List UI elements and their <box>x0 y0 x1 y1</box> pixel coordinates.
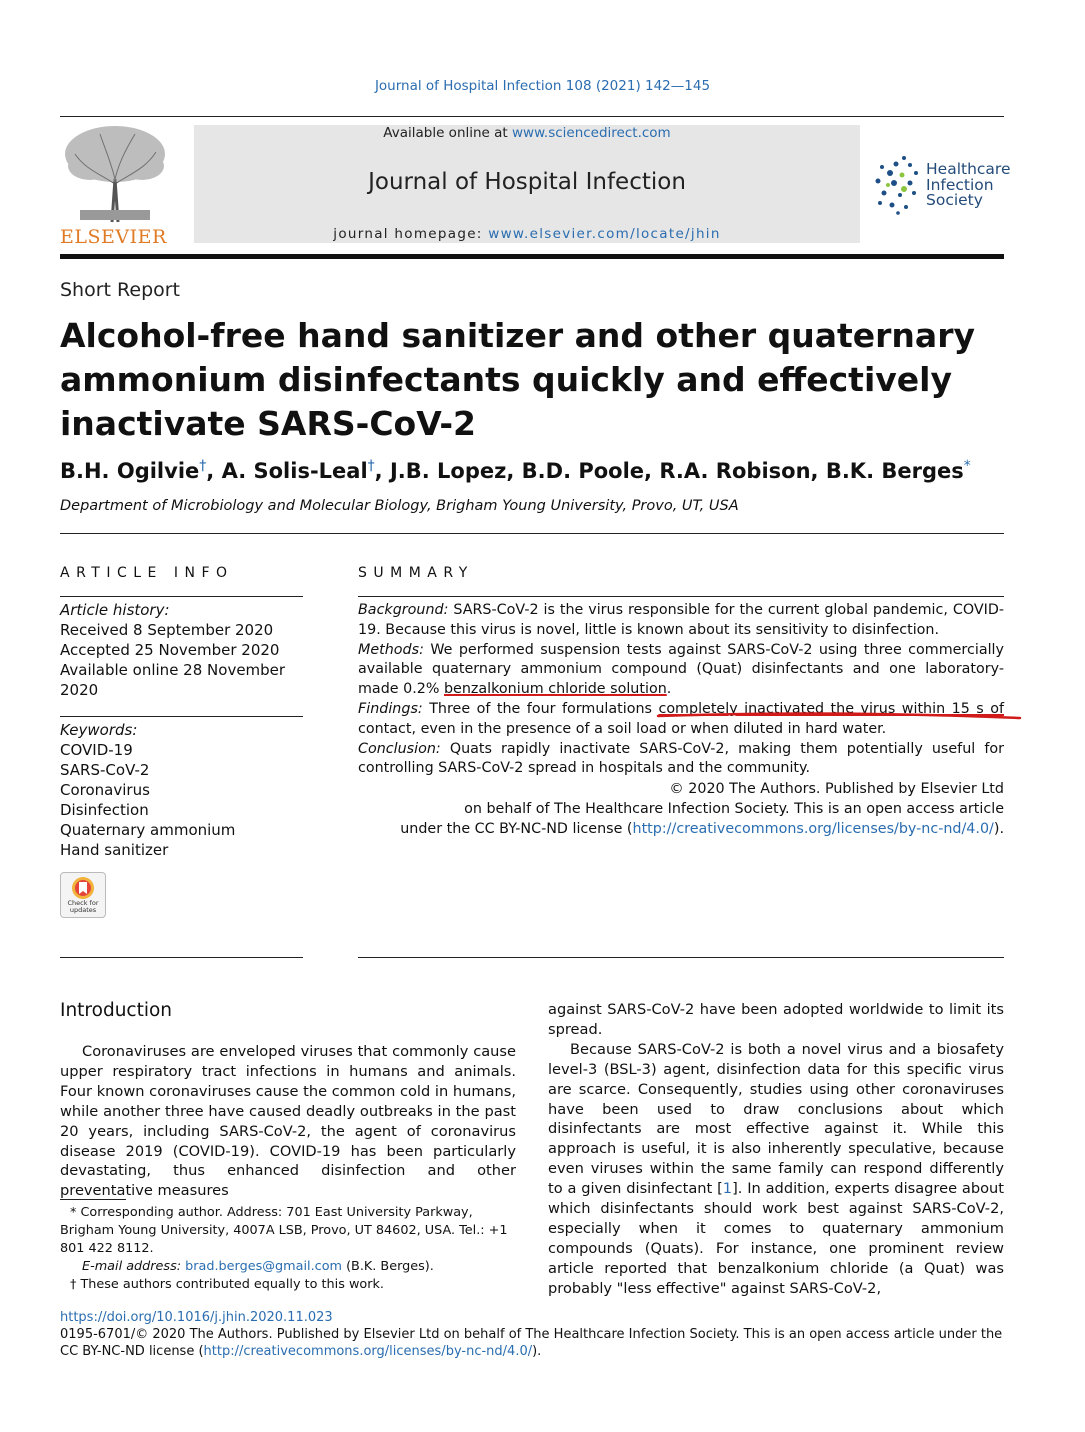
email-link[interactable]: brad.berges@gmail.com <box>185 1259 342 1274</box>
elsevier-wordmark: ELSEVIER <box>60 226 167 248</box>
article-title: Alcohol-free hand sanitizer and other quaternary ammonium disinfectants quickly and effectively inactivate SARS-CoV-2 <box>60 316 975 443</box>
affiliation: Department of Microbiology and Molecular Biology, Brigham Young University, Provo, UT, USA <box>60 498 739 514</box>
keyword: Hand sanitizer <box>60 841 169 859</box>
author-list: B.H. Ogilvie†, A. Solis-Leal†, J.B. Lopez, B.D. Poole, R.A. Robison, B.K. Berges* <box>60 458 971 483</box>
check-for-updates-badge[interactable]: Check for updates <box>60 872 106 918</box>
history-rule <box>60 716 303 717</box>
author[interactable]: A. Solis-Leal <box>221 459 368 483</box>
license-statement: 0195-6701/© 2020 The Authors. Published by Elsevier Ltd on behalf of The Healthcare Infection Society. This is an open access article under the CC BY-NC-ND license (http://creativecommons.org/licenses/by-nc-nd/4.0/). <box>60 1327 1003 1359</box>
article-info-heading: ARTICLE INFO <box>60 565 234 581</box>
journal-name: Journal of Hospital Infection <box>368 169 686 195</box>
underlined-phrase-benzalkonium: benzalkonium chloride solution <box>443 681 667 698</box>
summary-text: Background: SARS-CoV-2 is the virus responsible for the current global pandemic, COVID-19. Because this virus is novel, little is known about its sensitivity to disinfection. Methods: We performed suspension tests against SARS-CoV-2 using three commercially available quaternary ammonium compound (Quat) disinfectants and one laboratory-made 0.2% benzalkonium chloride solution. Findings: Three of the four formulations completely inactivated the virus within 15 s of contact, even in the presence of a soil load or when diluted in hard water. Conclusion: Quats rapidly inactivate SARS-CoV-2, making them potentially useful for controlling SARS-CoV-2 spread in hospitals and the community. <box>358 602 1004 777</box>
author[interactable]: B.K. Berges <box>825 459 964 483</box>
section-heading-introduction: Introduction <box>60 1000 173 1021</box>
summary-heading: SUMMARY <box>358 565 474 581</box>
author[interactable]: J.B. Lopez <box>389 459 507 483</box>
intro-paragraph-right: against SARS-CoV-2 have been adopted worldwide to limit its spread. Because SARS-CoV-2 is both a novel virus and a biosafety level-3 (BSL-3) agent, disinfection data for this specific virus are scarce. Consequently, studies using other coronaviruses have been used to draw conclusions about which disinfectants are most effective against it. While this approach is useful, it is also inherently speculative, because even viruses within the same family can respond differently to a given disinfectant [1]. In addition, experts disagree about which disinfectants should work best against SARS-CoV-2, especially when it comes to quaternary ammonium compounds (Quats). For instance, one prominent review article reported that benzalkonium chloride (a Quat) was probably "less effective" against SARS-CoV-2, <box>548 1001 1005 1297</box>
article-history: Article history: Received 8 September 2020 Accepted 25 November 2020 Available online 28 November 2020 <box>60 601 286 699</box>
doi-link[interactable]: https://doi.org/10.1016/j.jhin.2020.11.023 <box>60 1310 333 1325</box>
underlined-phrase-inactivated: completely inactivated the virus within 15 s of <box>658 700 1004 717</box>
his-wordmark: Healthcare Infection Society <box>926 160 1011 209</box>
article-info-bottom-rule <box>60 957 303 958</box>
journal-citation[interactable]: Journal of Hospital Infection 108 (2021) 142—145 <box>374 78 711 94</box>
his-dots-logo <box>874 155 924 215</box>
homepage-link[interactable]: www.elsevier.com/locate/jhin <box>488 226 721 242</box>
footer-license-link[interactable]: http://creativecommons.org/licenses/by-nc-nd/4.0/ <box>203 1344 533 1359</box>
keyword: Quaternary ammonium <box>60 821 236 839</box>
keyword: Coronavirus <box>60 781 150 799</box>
header-thick-rule <box>60 254 1004 259</box>
keyword: Disinfection <box>60 801 149 819</box>
elsevier-tree-logo <box>60 124 170 224</box>
footnotes: * Corresponding author. Address: 701 East University Parkway, Brigham Young University, 4007A LSB, Provo, UT 84602, USA. Tel.: +1 801 422 8112. E-mail address: brad.berges@gmail.com (B.K. Berges). † These authors contributed equally to this work. <box>60 1205 508 1292</box>
author[interactable]: R.A. Robison <box>659 459 811 483</box>
article-type: Short Report <box>60 279 181 301</box>
header-rule <box>60 116 1004 117</box>
summary-rule <box>358 596 1004 597</box>
journal-banner <box>194 125 860 243</box>
footnote-rule <box>60 1199 126 1200</box>
keyword: COVID-19 <box>60 741 133 759</box>
copyright-notice: © 2020 The Authors. Published by Elsevier Ltd on behalf of The Healthcare Infection Society. This is an open access article under the CC BY-NC-ND license (http://creativecommons.org/licenses/by-nc-nd/4.0/). <box>400 781 1004 837</box>
intro-paragraph-left: Coronaviruses are enveloped viruses that commonly cause upper respiratory tract infections in humans and animals. Four known coronaviruses cause the common cold in humans, while another three have caused deadly outbreaks in the past 20 years, including SARS-CoV-2, the agent of coronavirus disease 2019 (COVID-19). COVID-19 has been particularly devastating, thus enhanced disinfection and other preventative measures <box>60 1043 516 1200</box>
sciencedirect-link[interactable]: www.sciencedirect.com <box>512 125 671 141</box>
red-annotation-strokes <box>358 690 1022 730</box>
author[interactable]: B.D. Poole <box>521 459 645 483</box>
available-online: Available online at www.sciencedirect.com <box>383 125 671 141</box>
reference-link[interactable]: 1 <box>722 1180 733 1198</box>
title-rule <box>60 533 1004 534</box>
author[interactable]: B.H. Ogilvie <box>60 459 200 483</box>
keywords: Keywords: COVID-19 SARS-CoV-2 Coronavirus Disinfection Quaternary ammonium Hand sanitizer <box>60 720 303 860</box>
journal-homepage: journal homepage: www.elsevier.com/locate/jhin <box>333 226 721 242</box>
summary-bottom-rule <box>358 957 1004 958</box>
article-info-rule <box>60 596 303 597</box>
license-link[interactable]: http://creativecommons.org/licenses/by-nc-nd/4.0/ <box>632 820 994 837</box>
keyword: SARS-CoV-2 <box>60 761 150 779</box>
